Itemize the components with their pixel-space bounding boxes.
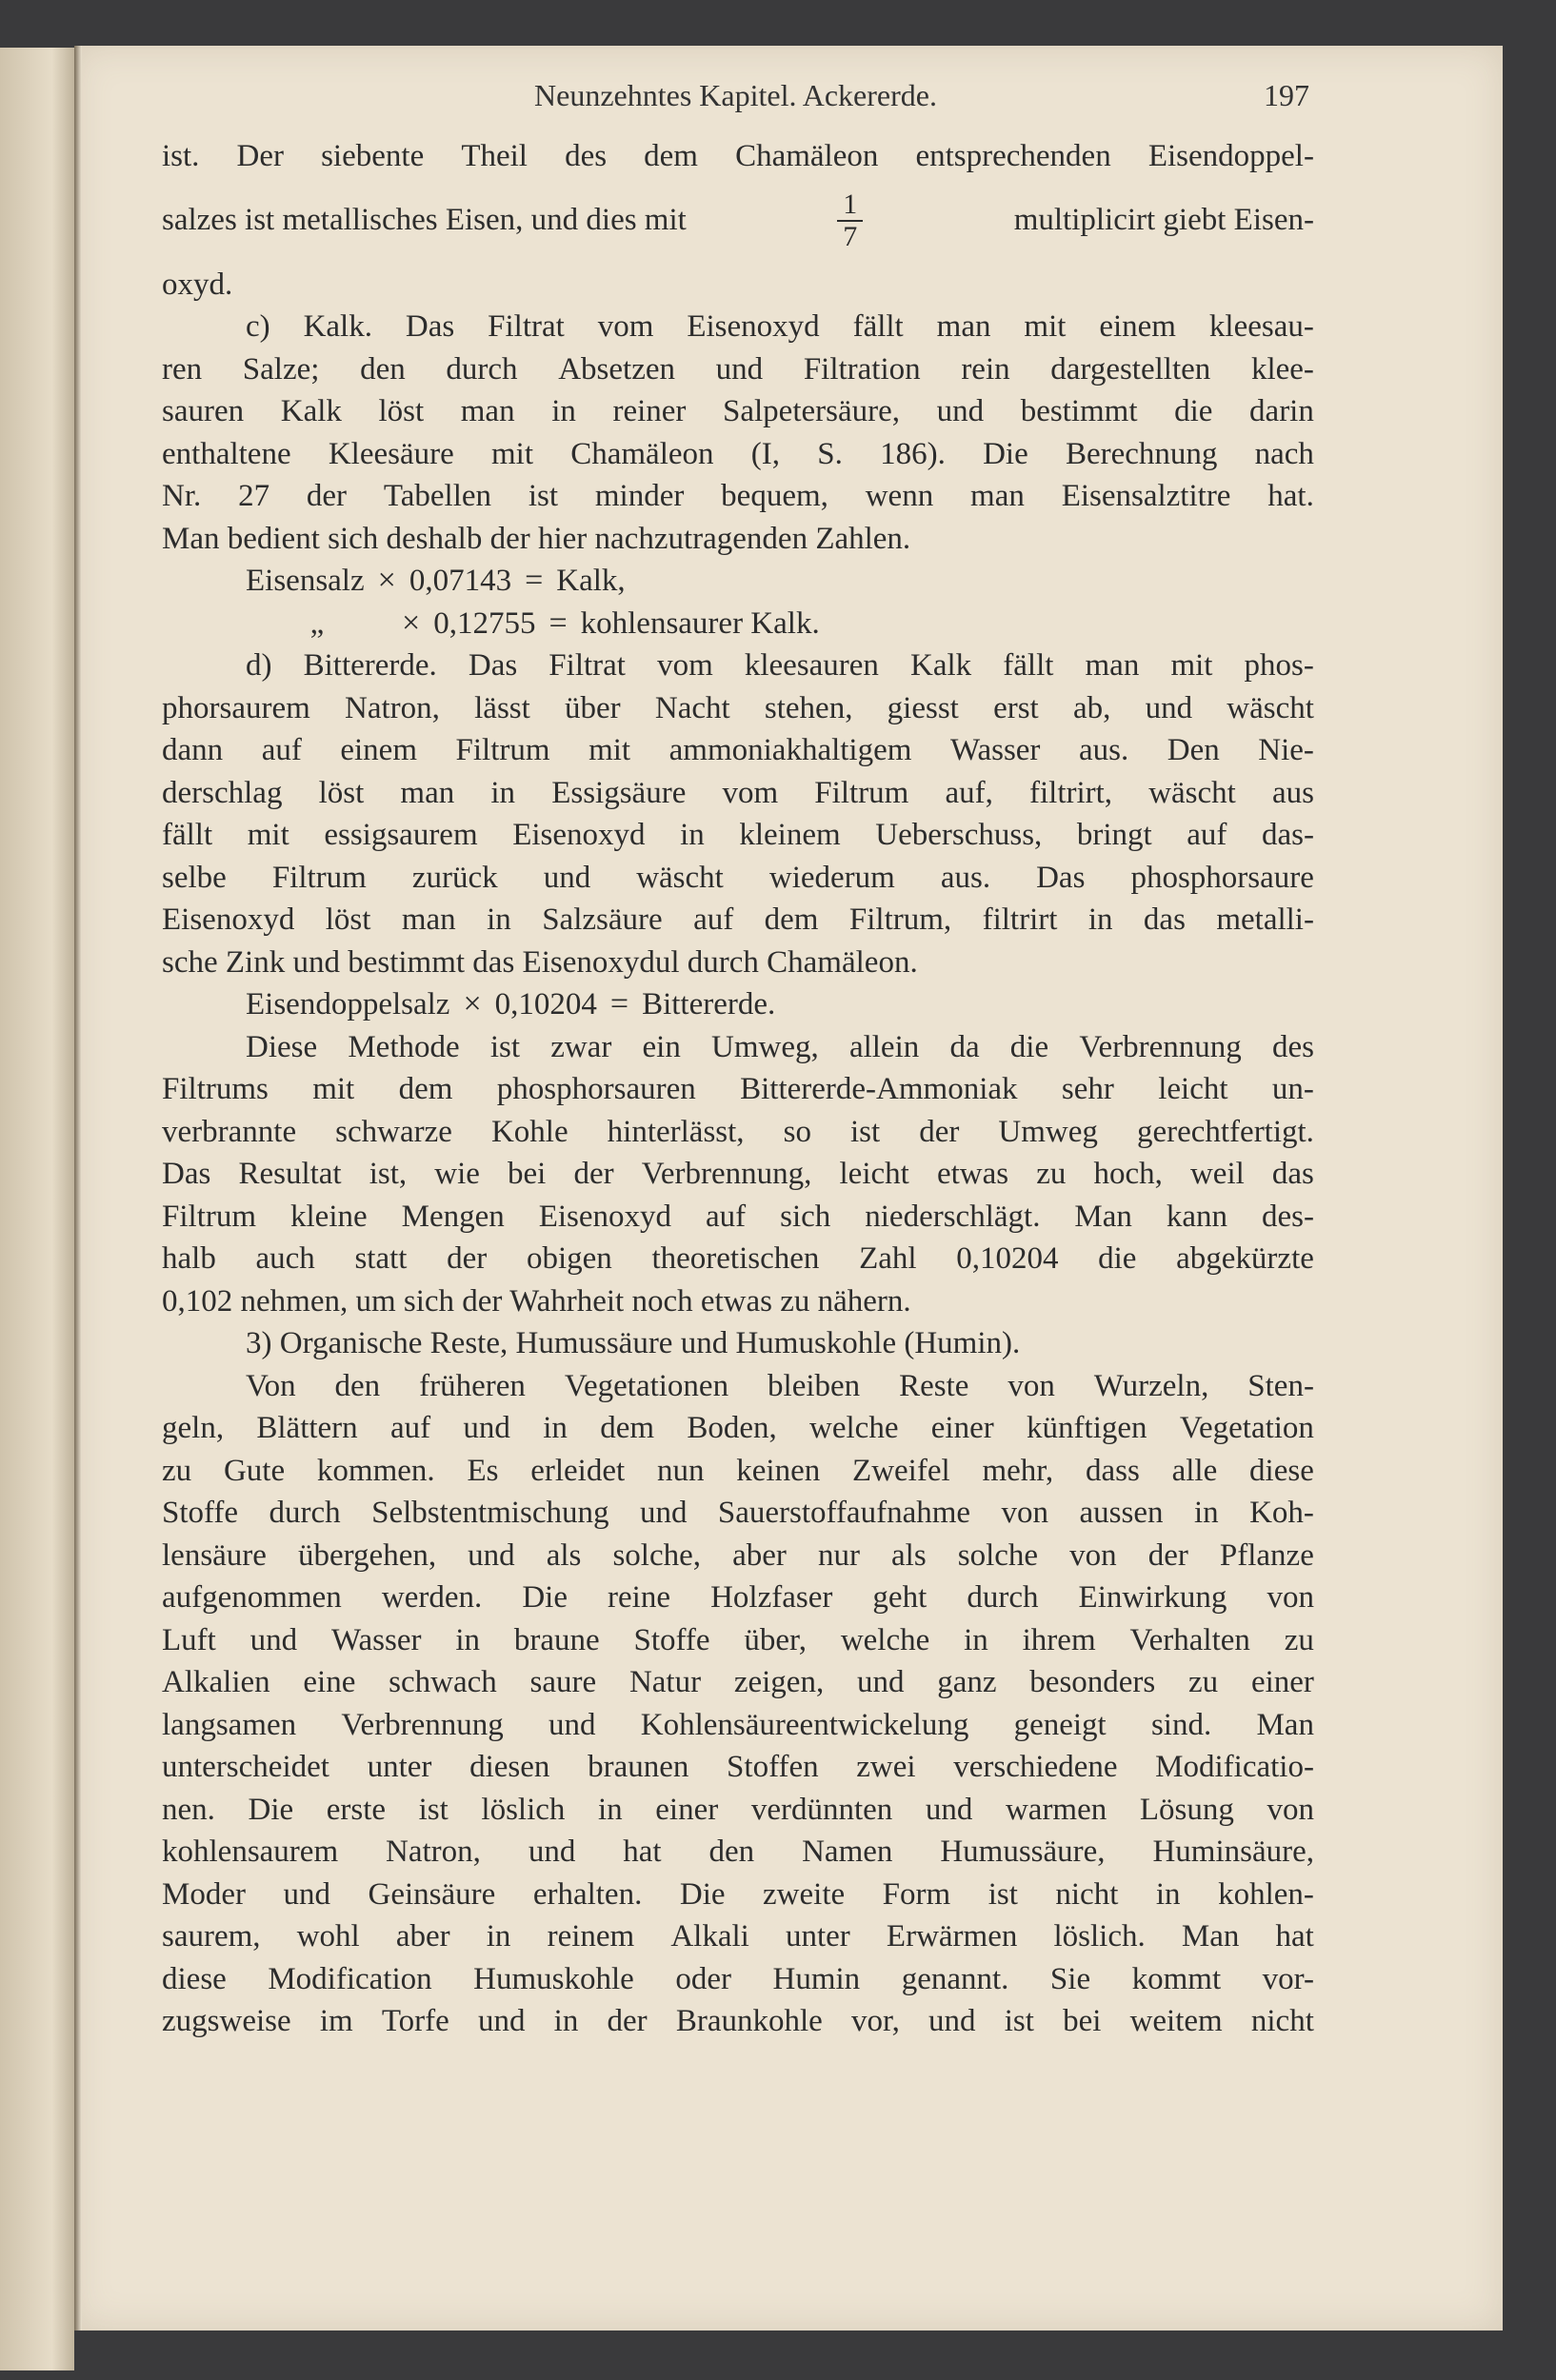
text-line: verbrannte schwarze Kohle hinterlässt, so ist der Umweg gerechtfertigt. — [162, 1114, 1314, 1149]
text-line: enthaltene Kleesäure mit Chamäleon (I, S. 186). Die Berechnung nach — [162, 436, 1314, 471]
formula-value: 0,07143 — [409, 564, 512, 598]
text-line: ren Salze; den durch Absetzen und Filtration rein dargestellten klee- — [162, 351, 1314, 387]
fraction-denominator: 7 — [843, 220, 858, 252]
text-line: nen. Die erste ist löslich in einer verdünnten und warmen Lösung von — [162, 1792, 1314, 1827]
text-line: c) Kalk. Das Filtrat vom Eisenoxyd fällt man mit einem kleesau- — [246, 309, 1314, 344]
text-line: dann auf einem Filtrum mit ammoniakhaltigem Wasser aus. Den Nie- — [162, 733, 1314, 767]
fraction-numerator: 1 — [837, 189, 863, 222]
text-line: Eisenoxyd löst man in Salzsäure auf dem Filtrum, filtrirt in das metalli- — [162, 902, 1314, 937]
text-line: Filtrums mit dem phosphorsauren Bittererde-Ammoniak sehr leicht un- — [162, 1072, 1314, 1106]
formula-right: kohlensaurer Kalk. — [580, 605, 820, 641]
text-line: derschlag löst man in Essigsäure vom Filtrum auf, filtrirt, wäscht aus — [162, 775, 1314, 810]
text-line: d) Bittererde. Das Filtrat vom kleesauren Kalk fällt man mit phos- — [246, 648, 1314, 683]
text-line: Luft und Wasser in braune Stoffe über, welche in ihrem Verhalten zu — [162, 1622, 1314, 1657]
text-line: Alkalien eine schwach saure Natur zeigen, und ganz besonders zu einer — [162, 1665, 1314, 1699]
text-line: zu Gute kommen. Es erleidet nun keinen Zweifel mehr, dass alle diese — [162, 1453, 1314, 1488]
formula-kohlensaurer-kalk — [162, 603, 1314, 645]
times-sign: × — [463, 986, 482, 1021]
formula-left: Eisendoppelsalz — [246, 987, 450, 1021]
text-line: saurem, wohl aber in reinem Alkali unter Erwärmen löslich. Man hat — [162, 1919, 1314, 1954]
section-heading: 3) Organische Reste, Humussäure und Humuskohle (Humin). — [246, 1326, 1021, 1360]
text-line: sauren Kalk löst man in reiner Salpetersäure, und bestimmt die darin — [162, 394, 1314, 428]
formula-right: Bittererde. — [642, 987, 776, 1021]
text-line: Stoffe durch Selbstentmischung und Sauerstoffaufnahme von aussen in Koh- — [162, 1496, 1314, 1530]
text-line: zugsweise im Torfe und in der Braunkohle vor, und ist bei weitem nicht — [162, 2004, 1314, 2038]
text-line: Diese Methode ist zwar ein Umweg, allein da die Verbrennung des — [246, 1029, 1314, 1064]
text-line: 0,102 nehmen, um sich der Wahrheit noch etwas zu nähern. — [162, 1283, 911, 1319]
text-line: selbe Filtrum zurück und wäscht wiederum aus. Das phosphorsaure — [162, 860, 1314, 895]
text-line: sche Zink und bestimmt das Eisenoxydul durch Chamäleon. — [162, 944, 918, 980]
fraction — [837, 189, 863, 252]
text-line: ist. Der siebente Theil des dem Chamäleon entsprechenden Eisendoppel- — [162, 139, 1314, 173]
text-line: diese Modification Humuskohle oder Humin genannt. Sie kommt vor- — [162, 1961, 1314, 1996]
ditto-mark: „ — [309, 605, 325, 641]
formula-right: Kalk, — [556, 564, 626, 598]
text-line: Filtrum kleine Mengen Eisenoxyd auf sich niederschlägt. Man kann des- — [162, 1199, 1314, 1234]
text-line: kohlensaurem Natron, und hat den Namen Humussäure, Huminsäure, — [162, 1835, 1314, 1869]
text-line: unterscheidet unter diesen braunen Stoffen zwei verschiedene Modificatio- — [162, 1750, 1314, 1784]
text-line: Von den früheren Vegetationen bleiben Reste von Wurzeln, Sten- — [246, 1368, 1314, 1403]
formula-kalk — [162, 560, 1314, 603]
running-head: Neunzehntes Kapitel. Ackererde. — [534, 78, 937, 112]
text-line-with-fraction — [162, 178, 1314, 264]
text-line: Moder und Geinsäure erhalten. Die zweite Form ist nicht in kohlen- — [162, 1876, 1314, 1912]
formula-left: Eisensalz — [246, 564, 365, 598]
formula-bittererde — [162, 983, 1314, 1026]
text-line: Man bedient sich deshalb der hier nachzutragenden Zahlen. — [162, 521, 911, 556]
body-text — [162, 135, 1314, 2043]
text-line: Das Resultat ist, wie bei der Verbrennung, leicht etwas zu hoch, weil das — [162, 1157, 1314, 1191]
page-gutter — [74, 46, 82, 2330]
equals-sign: = — [609, 986, 629, 1021]
text-line: lensäure übergehen, und als solche, aber nur als solche von der Pflanze — [162, 1537, 1314, 1573]
text-line: Nr. 27 der Tabellen ist minder bequem, wenn man Eisensalztitre hat. — [162, 479, 1314, 513]
text-fragment: salzes ist metallisches Eisen, und dies mit — [162, 203, 687, 238]
text-line: fällt mit essigsaurem Eisenoxyd in kleinem Ueberschuss, bringt auf das- — [162, 818, 1314, 852]
page-number: 197 — [1264, 78, 1309, 112]
text-line: phorsaurem Natron, lässt über Nacht stehen, giesst erst ab, und wäscht — [162, 690, 1314, 725]
page-header — [162, 78, 1309, 135]
text-line: oxyd. — [162, 267, 233, 302]
equals-sign: = — [525, 563, 544, 598]
times-sign: × — [377, 563, 396, 598]
text-fragment: multiplicirt giebt Eisen- — [1013, 203, 1314, 238]
times-sign: × — [402, 605, 421, 641]
text-line: geln, Blättern auf und in dem Boden, welche einer künftigen Vegetation — [162, 1411, 1314, 1445]
text-line: halb auch statt der obigen theoretischen Zahl 0,10204 die abgekürzte — [162, 1241, 1314, 1276]
equals-sign: = — [549, 605, 568, 641]
formula-value: 0,12755 — [433, 605, 536, 641]
formula-value: 0,10204 — [494, 987, 597, 1021]
facing-page-edge — [0, 48, 74, 2370]
text-line: aufgenommen werden. Die reine Holzfaser geht durch Einwirkung von — [162, 1580, 1314, 1615]
text-line: langsamen Verbrennung und Kohlensäureentwickelung geneigt sind. Man — [162, 1707, 1314, 1742]
